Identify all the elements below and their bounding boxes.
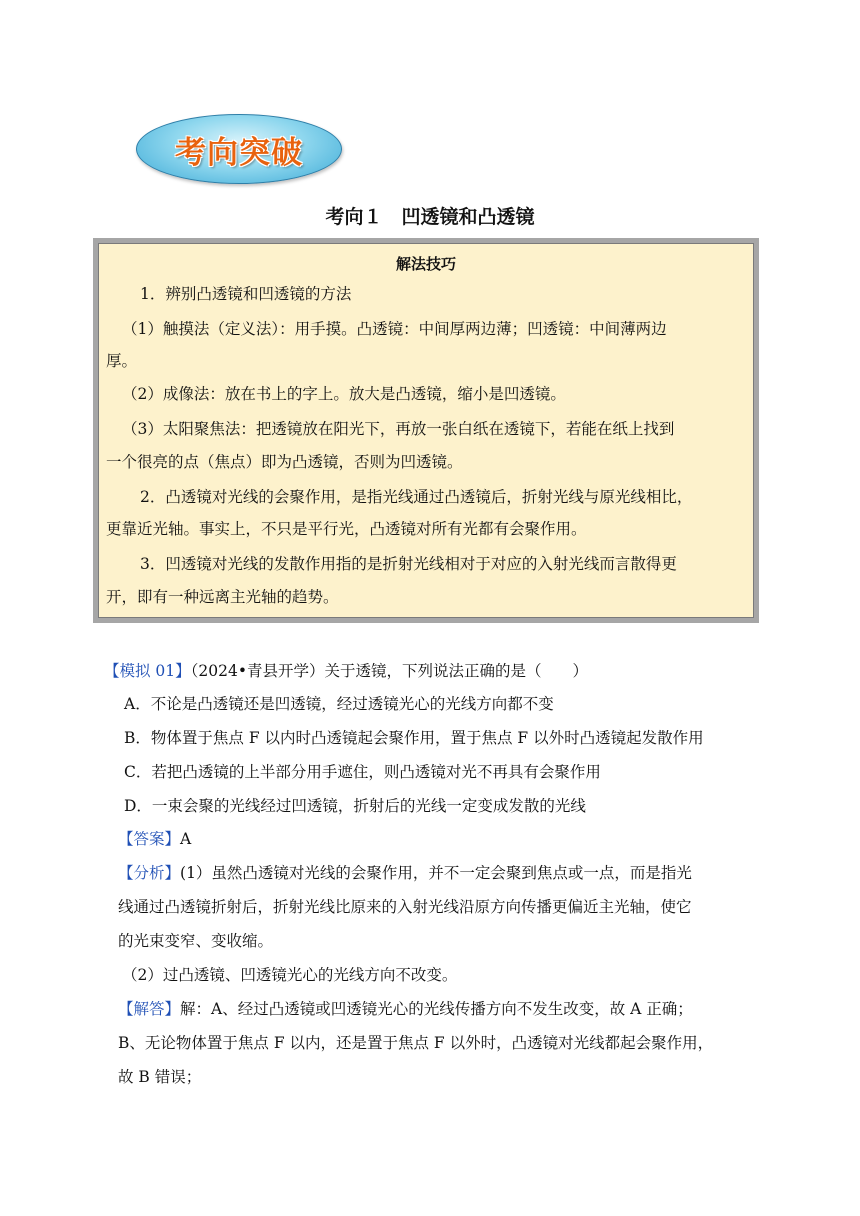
tips-line: 3．凹透镜对光线的发散作用指的是折射光线相对于对应的入射光线而言散得更: [140, 555, 677, 573]
tips-heading: 解法技巧: [395, 255, 456, 273]
answer-line: [118, 828, 778, 850]
analysis-line: （2）过凸透镜、凹透镜光心的光线方向不改变。: [122, 966, 458, 984]
answer-tag: 【答案】: [118, 830, 181, 848]
question-stem: （2024•青县开学）关于透镜，下列说法正确的是（ ）: [190, 662, 588, 680]
question-stem-line: [104, 660, 764, 682]
solution-tag: 【解答】: [118, 1000, 181, 1018]
tips-line: 厚。: [106, 352, 138, 370]
analysis-line: 的光束变窄、变收缩。: [118, 932, 274, 950]
tips-box: [93, 238, 759, 623]
tips-line: 开，即有一种远离主光轴的趋势。: [106, 588, 339, 606]
analysis-text: (1）虽然凸透镜对光线的会聚作用，并不一定会聚到焦点或一点，而是指光: [180, 864, 692, 882]
tips-line: （2）成像法：放在书上的字上。放大是凸透镜，缩小是凹透镜。: [122, 385, 566, 403]
analysis-line: 线通过凸透镜折射后，折射光线比原来的入射光线沿原方向传播更偏近主光轴，使它: [118, 898, 692, 916]
answer-value: A: [180, 830, 192, 848]
analysis-line: [118, 862, 778, 884]
tips-line: 一个很亮的点（焦点）即为凸透镜，否则为凹透镜。: [106, 453, 463, 471]
option-a: A．不论是凸透镜还是凹透镜，经过透镜光心的光线方向都不变: [124, 695, 554, 713]
solution-line: [118, 998, 778, 1020]
tips-line: 1．辨别凸透镜和凹透镜的方法: [140, 285, 352, 303]
solution-line: B、无论物体置于焦点 F 以内，还是置于焦点 F 以外时，凸透镜对光线都起会聚作用，: [118, 1034, 714, 1052]
section-badge: [136, 114, 342, 184]
section-title: 考向１ 凹透镜和凸透镜: [325, 206, 535, 228]
solution-line: 故 B 错误；: [118, 1068, 202, 1086]
solution-text: 解：A、经过凸透镜或凹透镜光心的光线传播方向不发生改变，故 A 正确；: [180, 1000, 693, 1018]
tips-line: （1）触摸法（定义法）：用手摸。凸透镜：中间厚两边薄；凹透镜：中间薄两边: [122, 320, 667, 338]
analysis-tag: 【分析】: [118, 864, 181, 882]
question-tag: 【模拟 01】: [104, 662, 191, 680]
badge-text: 考向突破: [175, 134, 303, 171]
option-c: C．若把凸透镜的上半部分用手遮住，则凸透镜对光不再具有会聚作用: [124, 763, 601, 781]
tips-line: 更靠近光轴。事实上，不只是平行光，凸透镜对所有光都有会聚作用。: [106, 520, 587, 538]
option-d: D．一束会聚的光线经过凹透镜，折射后的光线一定变成发散的光线: [124, 797, 586, 815]
option-b: B．物体置于焦点 F 以内时凸透镜起会聚作用，置于焦点 F 以外时凸透镜起发散作用: [124, 729, 704, 747]
tips-line: （3）太阳聚焦法：把透镜放在阳光下，再放一张白纸在透镜下，若能在纸上找到: [122, 420, 675, 438]
tips-line: 2．凸透镜对光线的会聚作用，是指光线通过凸透镜后，折射光线与原光线相比，: [140, 488, 693, 506]
